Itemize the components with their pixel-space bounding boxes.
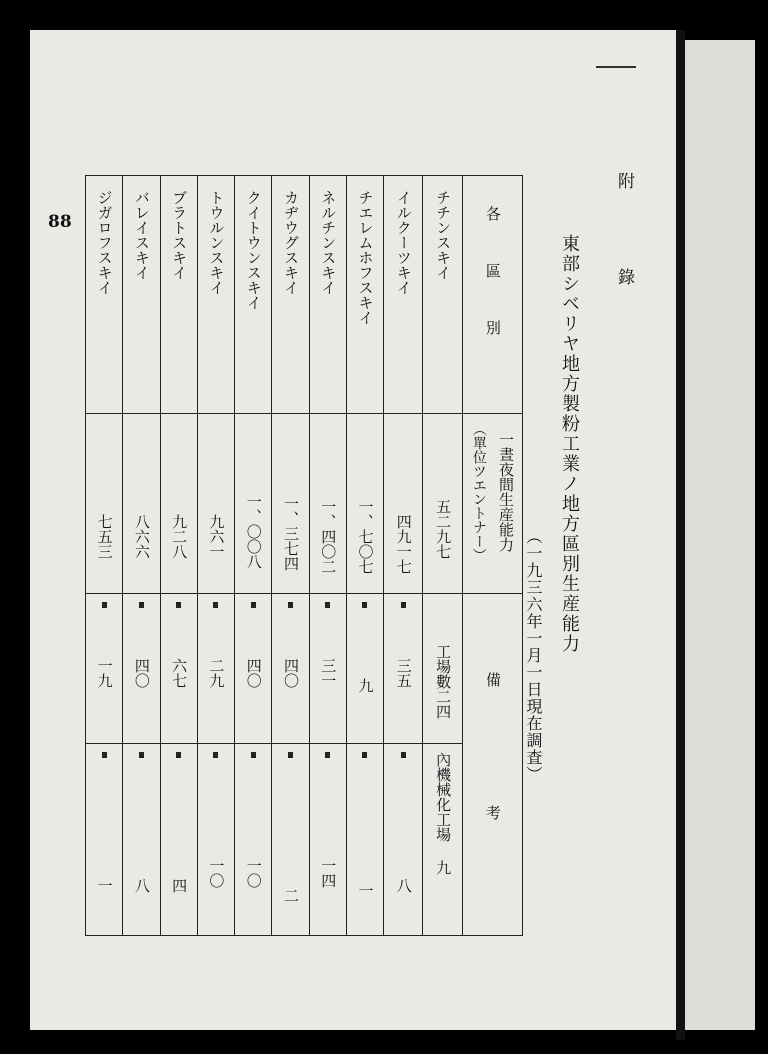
capacity-cell: 一、七〇七 bbox=[346, 414, 383, 594]
facing-page-edge bbox=[685, 40, 755, 1030]
capacity-cell: 一、三七四 bbox=[272, 414, 309, 594]
region-cell: クイトウンスキイ bbox=[235, 176, 272, 414]
region-cell: チエレムホフスキイ bbox=[346, 176, 383, 414]
remarks-header: 備 考 bbox=[462, 594, 522, 936]
appendix-heading-char2: 錄 bbox=[614, 268, 634, 285]
region-cell: カヂウグスキイ bbox=[272, 176, 309, 414]
mech-cell: 內機械化工場 九 bbox=[423, 744, 462, 936]
region-header: 各 區 別 bbox=[462, 176, 522, 414]
factories-cell: 工場數二四 bbox=[423, 594, 462, 744]
production-table bbox=[85, 175, 523, 936]
rule-mark bbox=[596, 66, 636, 68]
capacity-cell: 八六六 bbox=[123, 414, 160, 594]
mech-cell: 一 bbox=[346, 744, 383, 936]
factories-cell: 九 bbox=[346, 594, 383, 744]
capacity-cell: 一、〇〇八 bbox=[235, 414, 272, 594]
mech-cell: 二 bbox=[272, 744, 309, 936]
mech-cell: 一〇 bbox=[235, 744, 272, 936]
capacity-cell: 七五三 bbox=[86, 414, 123, 594]
capacity-cell: 五二九七 bbox=[423, 414, 462, 594]
table-title: 東部シベリヤ地方製粉工業ノ地方區別生産能力 bbox=[559, 234, 580, 654]
capacity-cell: 九二八 bbox=[160, 414, 197, 594]
mech-cell: 八 bbox=[384, 744, 423, 936]
appendix-heading-char1: 附 bbox=[614, 172, 634, 189]
capacity-cell: 四九一七 bbox=[384, 414, 423, 594]
region-cell: バレイスキイ bbox=[123, 176, 160, 414]
factories-cell: 三一 bbox=[309, 594, 346, 744]
region-cell: チチンスキイ bbox=[423, 176, 462, 414]
factories-cell: 四〇 bbox=[235, 594, 272, 744]
capacity-cell: 一、四〇二 bbox=[309, 414, 346, 594]
mech-cell: 一 bbox=[86, 744, 123, 936]
factories-cell: 六七 bbox=[160, 594, 197, 744]
capacity-header: 一晝夜間生産能力 （單位ツエントナー） bbox=[462, 414, 522, 594]
book-gutter bbox=[676, 30, 685, 1040]
factories-cell: 四〇 bbox=[123, 594, 160, 744]
region-cell: ジガロフスキイ bbox=[86, 176, 123, 414]
mech-cell: 一四 bbox=[309, 744, 346, 936]
region-cell: ブラトスキイ bbox=[160, 176, 197, 414]
mech-cell: 一〇 bbox=[197, 744, 234, 936]
factories-cell: 二九 bbox=[197, 594, 234, 744]
page-number: 88 bbox=[48, 212, 72, 232]
mech-cell: 八 bbox=[123, 744, 160, 936]
survey-date: （一九三六年一月一日現在調査） bbox=[524, 528, 543, 783]
capacity-cell: 九六一 bbox=[197, 414, 234, 594]
factories-cell: 四〇 bbox=[272, 594, 309, 744]
region-cell: ネルチンスキイ bbox=[309, 176, 346, 414]
region-cell: トウルンスキイ bbox=[197, 176, 234, 414]
factories-cell: 三五 bbox=[384, 594, 423, 744]
factories-cell: 一九 bbox=[86, 594, 123, 744]
region-cell: イルクーツキイ bbox=[384, 176, 423, 414]
mech-cell: 四 bbox=[160, 744, 197, 936]
